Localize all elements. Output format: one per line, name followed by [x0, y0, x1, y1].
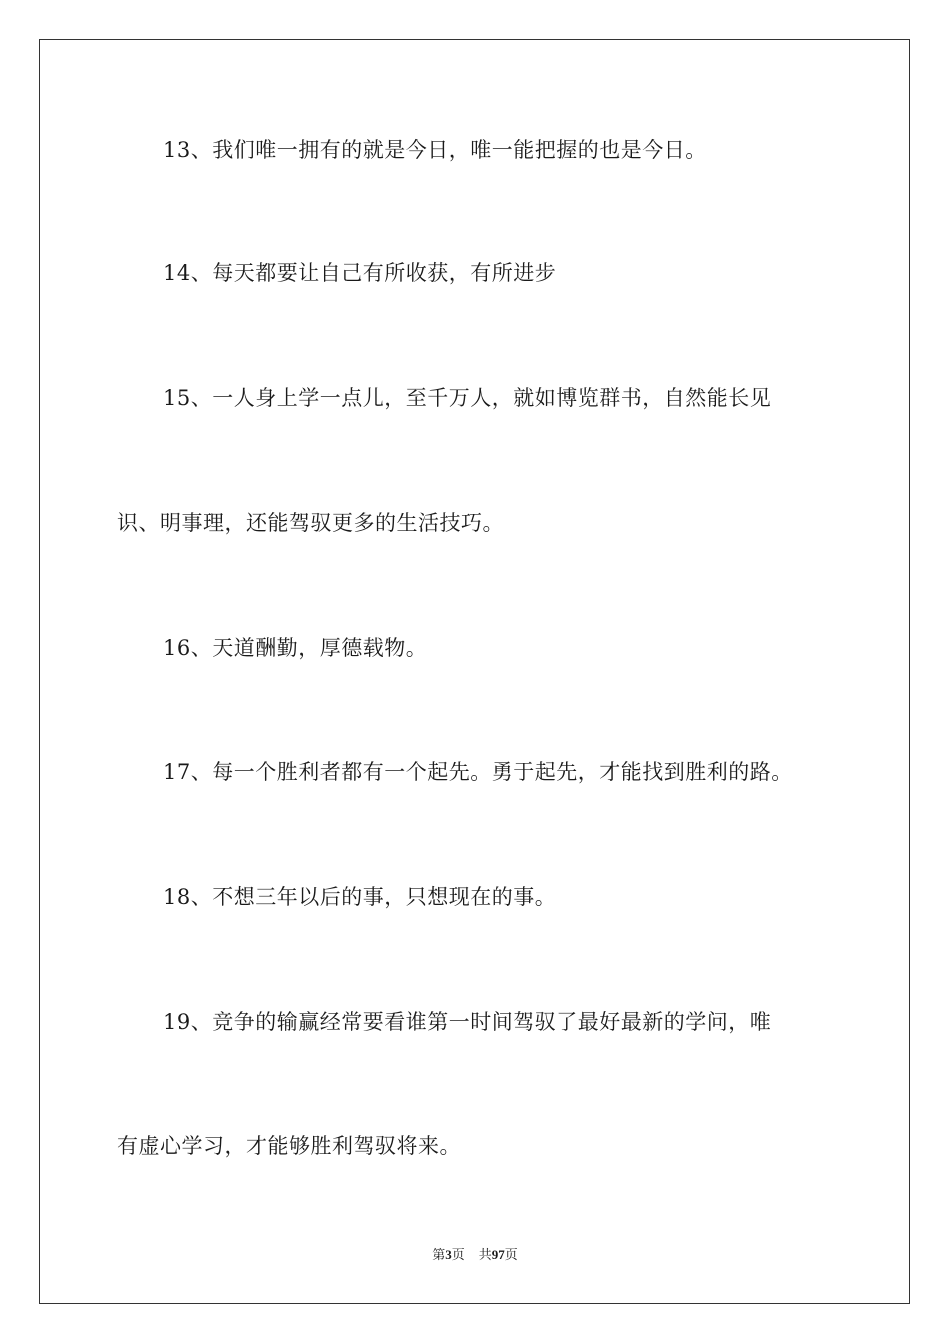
total-suffix: 页 [504, 1248, 518, 1263]
total-prefix: 共 [478, 1248, 492, 1263]
page-number: 3 [445, 1247, 452, 1262]
quote-14: 14、每天都要让自己有所收获，有所进步 [163, 261, 557, 285]
quote-17: 17、每一个胜利者都有一个起先。勇于起先，才能找到胜利的路。 [163, 760, 793, 784]
quote-19-line-1: 19、竞争的输赢经常要看谁第一时间驾驭了最好最新的学问，唯 [163, 1010, 772, 1034]
page-prefix: 第 [432, 1248, 446, 1263]
page-footer [0, 1246, 950, 1265]
quote-16: 16、天道酬勤，厚德载物。 [163, 636, 428, 660]
quote-13: 13、我们唯一拥有的就是今日，唯一能把握的也是今日。 [163, 138, 707, 162]
page-frame [39, 39, 910, 1304]
quote-15-line-2: 识、明事理，还能驾驭更多的生活技巧。 [117, 511, 504, 535]
quote-19-line-2: 有虚心学习，才能够胜利驾驭将来。 [117, 1134, 461, 1158]
quote-18: 18、不想三年以后的事，只想现在的事。 [163, 885, 557, 909]
total-pages: 97 [491, 1247, 505, 1262]
quote-15-line-1: 15、一人身上学一点儿，至千万人，就如博览群书，自然能长见 [163, 386, 772, 410]
page-suffix: 页 [451, 1248, 465, 1263]
